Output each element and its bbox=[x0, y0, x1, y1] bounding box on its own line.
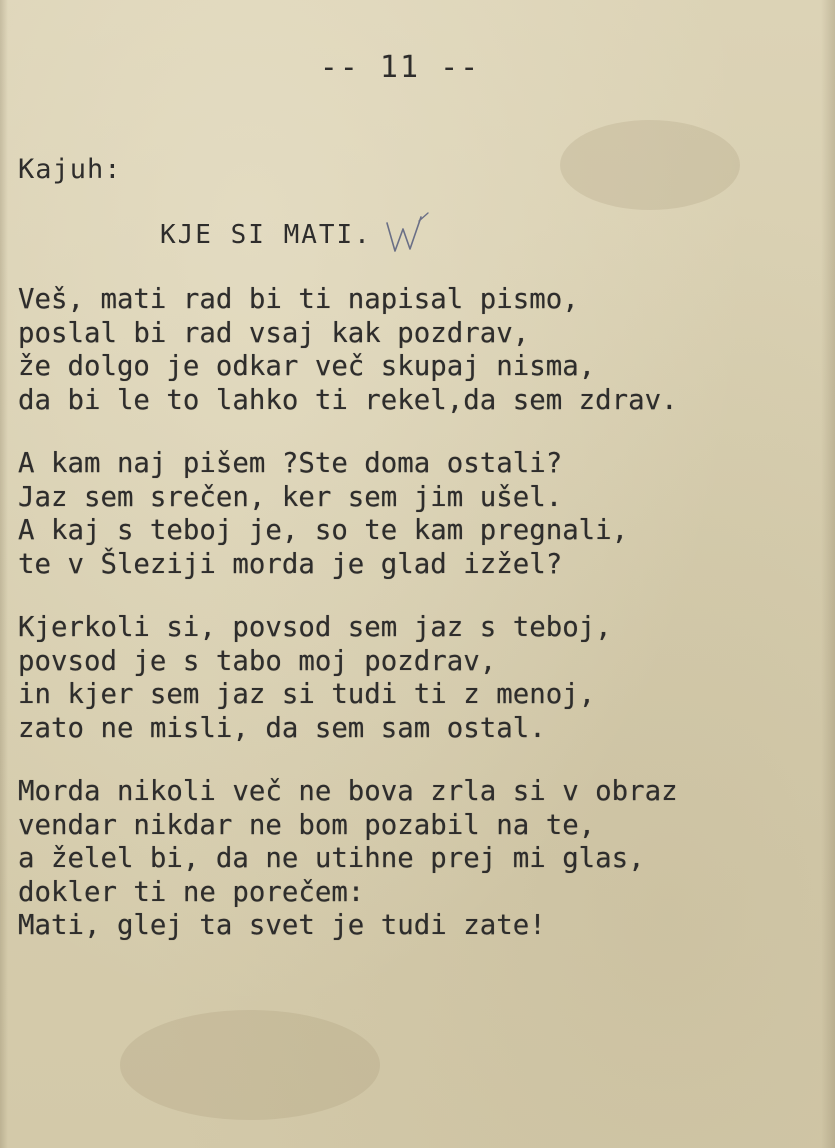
poem-line: zato ne misli, da sem sam ostal. bbox=[18, 712, 546, 744]
poem-line: Morda nikoli več ne bova zrla si v obraz bbox=[18, 776, 678, 807]
poem-line: in kjer sem jaz si tudi ti z menoj, bbox=[18, 679, 596, 710]
poem-line: povsod je s tabo moj pozdrav, bbox=[18, 645, 497, 677]
poem-title-row bbox=[160, 215, 431, 255]
paper-edge-shadow-left bbox=[0, 0, 8, 1148]
author-heading: Kajuh: bbox=[18, 154, 122, 185]
poem-line: Veš, mati rad bi ti napisal pismo, bbox=[18, 284, 579, 315]
stanza bbox=[18, 447, 828, 581]
poem-line: te v Šleziji morda je glad izžel? bbox=[18, 548, 563, 580]
stanza bbox=[18, 283, 828, 417]
poem-line: A kaj s teboj je, so te kam pregnali, bbox=[18, 515, 629, 546]
poem-line: Jaz sem srečen, ker sem jim ušel. bbox=[18, 481, 563, 513]
handwritten-check-mark-icon bbox=[383, 211, 431, 261]
poem-line: poslal bi rad vsaj kak pozdrav, bbox=[18, 317, 530, 349]
poem-line: a želel bi, da ne utihne prej mi glas, bbox=[18, 843, 645, 874]
poem-line: Kjerkoli si, povsod sem jaz s teboj, bbox=[18, 612, 612, 643]
page-number: -- 11 -- bbox=[319, 50, 481, 85]
paper-stain bbox=[120, 1010, 380, 1120]
stanza bbox=[18, 611, 828, 745]
poem-line: vendar nikdar ne bom pozabil na te, bbox=[18, 809, 596, 841]
poem-line: da bi le to lahko ti rekel,da sem zdrav. bbox=[18, 384, 678, 416]
poem-line: dokler ti ne porečem: bbox=[18, 876, 365, 908]
paper-stain bbox=[560, 120, 740, 210]
poem-line: A kam naj pišem ?Ste doma ostali? bbox=[18, 448, 563, 479]
poem-body bbox=[18, 283, 828, 973]
stanza bbox=[18, 775, 828, 943]
poem-line: Mati, glej ta svet je tudi zate! bbox=[18, 910, 546, 941]
poem-line: že dolgo je odkar več skupaj nisma, bbox=[18, 351, 596, 382]
poem-title: KJE SI MATI. bbox=[160, 220, 372, 250]
